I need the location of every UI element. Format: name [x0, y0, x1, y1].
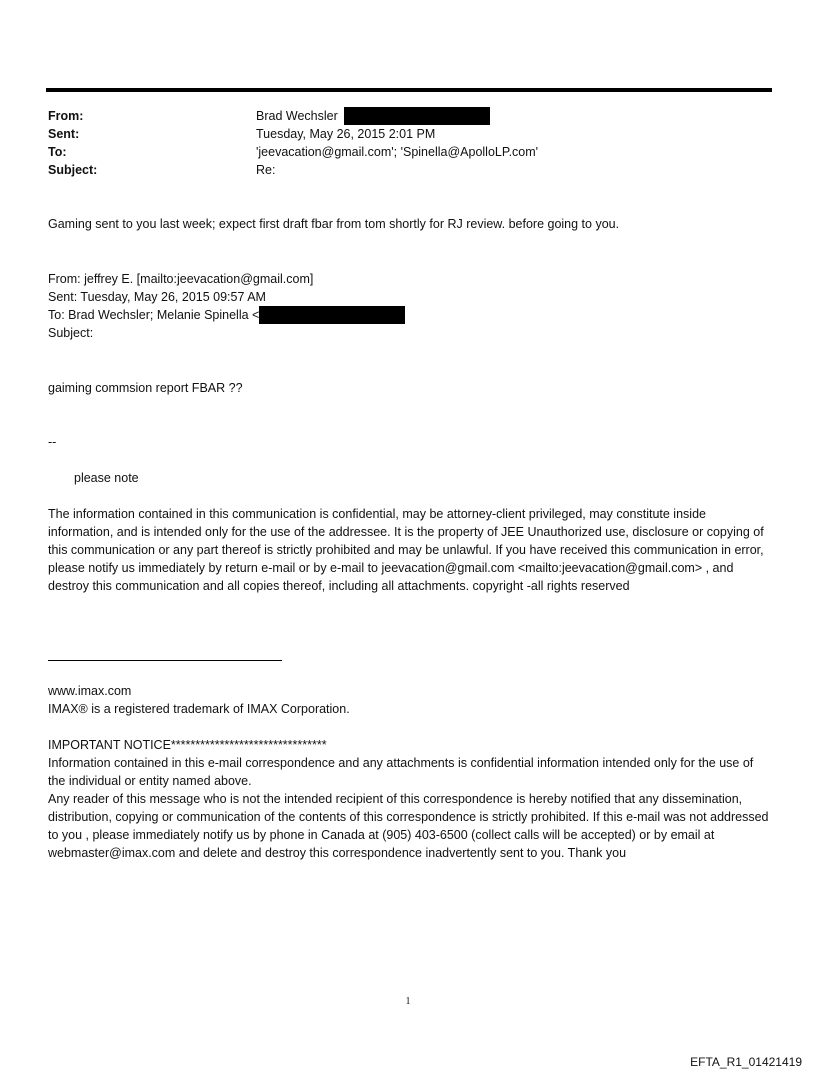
quoted-from: From: jeffrey E. [mailto:jeevacation@gmail.com] [48, 272, 314, 286]
subject-value: Re: [256, 163, 276, 177]
redaction-box [259, 306, 405, 324]
disclaimer-paragraph: The information contained in this communication is confidential, may be attorney-client privileged, may constitute inside information, and is intended only for the use of the addressee. It is the property of JEE Unauthorized use, disclosure or copying of this communication or any part thereof is strictly prohibited and may be unlawful. If you have received this communication in error, please notify us immediately by return e-mail or by e-mail to jeevacation@gmail.com <mailto:jeevacation@gmail.com> , and destroy this communication and all copies thereof, including all attachments. copyright -all rights reserved [48, 507, 764, 593]
reply-body: Gaming sent to you last week; expect first draft fbar from tom shortly for RJ review. before going to you. [48, 217, 620, 231]
to-label: To: [48, 145, 67, 159]
quoted-subject: Subject: [48, 326, 94, 340]
header-rule [46, 88, 772, 92]
signature-dashes: -- [48, 435, 57, 449]
website-text: www.imax.com [48, 684, 132, 698]
page-number: 1 [405, 996, 411, 1007]
bates-number: EFTA_R1_01421419 [690, 1055, 802, 1069]
quoted-to-text: To: Brad Wechsler; Melanie Spinella < [48, 308, 260, 322]
notice-paragraph-2: Any reader of this message who is not the intended recipient of this correspondence is hereby notified that any dissemination, distribution, copying or communication of the contents of this correspondence is strictly prohibited. If this e-mail was not addressed to you , please immediately notify us by phone in Canada at (905) 403-6500 (collect calls will be accepted) or by email at webmaster@imax.com and delete and destroy this correspondence inadvertently sent to you. Thank you [48, 792, 769, 860]
subject-label: Subject: [48, 163, 98, 177]
quoted-body: gaiming commsion report FBAR ?? [48, 381, 243, 395]
redaction-box [344, 107, 490, 125]
quoted-to [48, 306, 405, 324]
notice-paragraph-1: Information contained in this e-mail correspondence and any attachments is confidential information intended only for the use of the individual or entity named above. [48, 756, 754, 788]
to-value: 'jeevacation@gmail.com'; 'Spinella@ApolloLP.com' [256, 145, 539, 159]
quoted-sent: Sent: Tuesday, May 26, 2015 09:57 AM [48, 290, 266, 304]
notice-title: IMPORTANT NOTICE******************************** [48, 738, 327, 752]
sent-label: Sent: [48, 127, 80, 141]
from-name: Brad Wechsler [256, 109, 338, 123]
trademark-text: IMAX® is a registered trademark of IMAX Corporation. [48, 702, 350, 716]
from-label: From: [48, 109, 84, 123]
sent-value: Tuesday, May 26, 2015 2:01 PM [256, 127, 436, 141]
please-note: please note [74, 471, 139, 485]
footer-rule [48, 660, 282, 661]
from-value [256, 107, 490, 125]
